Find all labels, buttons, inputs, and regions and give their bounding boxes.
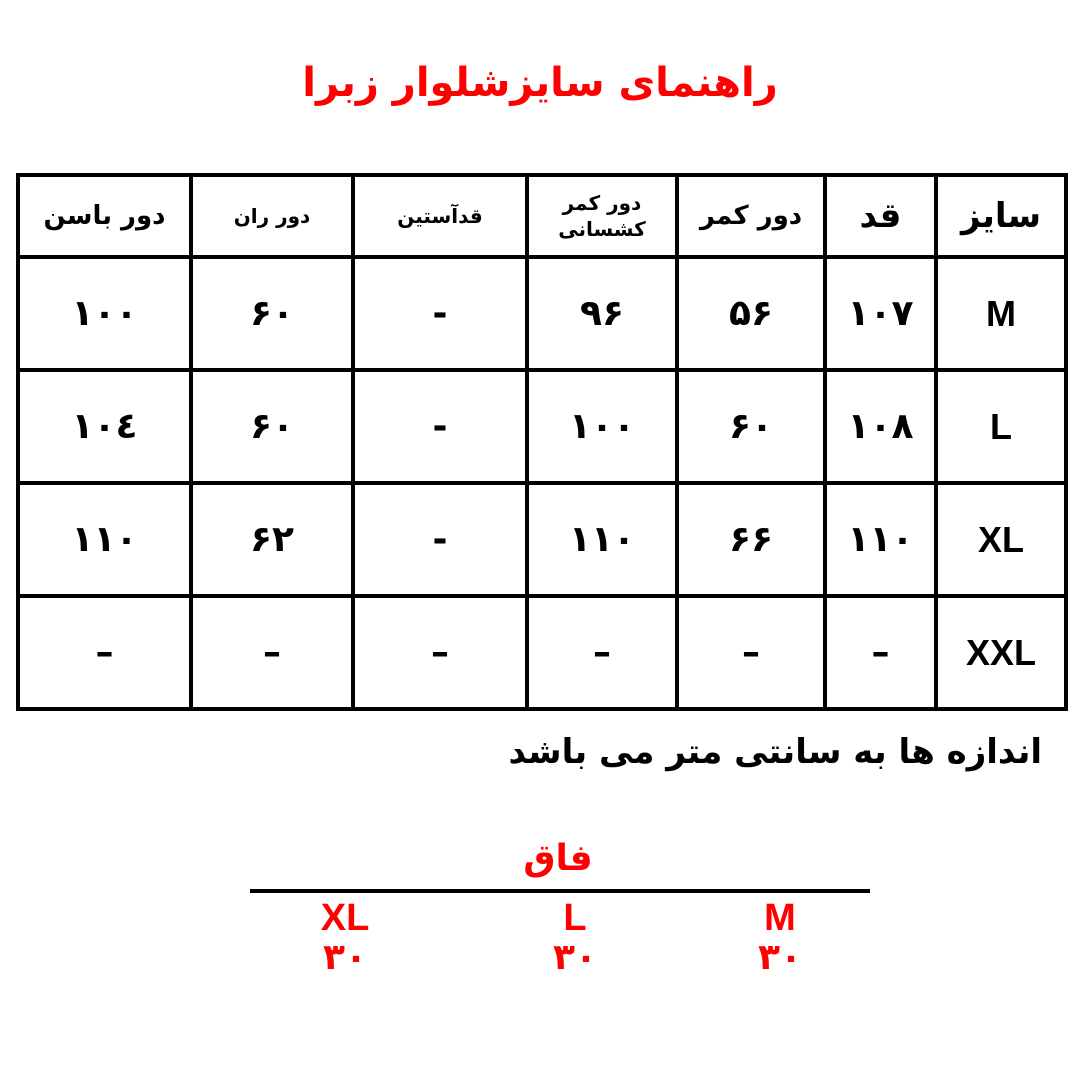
cell-size: XL	[936, 483, 1066, 596]
cell-sleeve-length: –	[353, 596, 527, 709]
cell-thigh: ۶۲	[191, 483, 353, 596]
rise-title: فاق	[523, 838, 593, 879]
cell-height: ۱۱۰	[825, 483, 936, 596]
cell-stretch-waist: –	[527, 596, 677, 709]
header-waist: دور کمر	[677, 175, 825, 257]
cell-height: ۱۰۷	[825, 257, 936, 370]
rise-size-label: XL	[320, 897, 370, 939]
rise-size-label: L	[563, 897, 587, 939]
cell-size: M	[936, 257, 1066, 370]
table-row	[18, 483, 1066, 596]
cell-thigh: ۶۰	[191, 257, 353, 370]
cell-sleeve-length: -	[353, 257, 527, 370]
rise-item-m	[710, 898, 850, 978]
cell-sleeve-length: -	[353, 370, 527, 483]
cell-waist: ۵۶	[677, 257, 825, 370]
cell-hip: –	[18, 596, 191, 709]
cell-height: ۱۰۸	[825, 370, 936, 483]
rise-item-l	[505, 898, 645, 978]
cell-waist: ۶۶	[677, 483, 825, 596]
cell-waist: ۶۰	[677, 370, 825, 483]
table-row	[18, 257, 1066, 370]
units-note: اندازه ها به سانتی متر می باشد	[508, 732, 1042, 772]
cell-size: XXL	[936, 596, 1066, 709]
cell-waist: –	[677, 596, 825, 709]
cell-height: –	[825, 596, 936, 709]
page-title: راهنمای سایزشلوار زبرا	[302, 60, 778, 106]
header-size: سایز	[936, 175, 1066, 257]
rise-value: ۳۰	[553, 937, 597, 978]
cell-hip: ۱۱۰	[18, 483, 191, 596]
cell-thigh: ۶۰	[191, 370, 353, 483]
rise-value: ۳۰	[758, 937, 802, 978]
table-header-row	[18, 175, 1066, 257]
cell-size: L	[936, 370, 1066, 483]
table-row	[18, 596, 1066, 709]
cell-thigh: –	[191, 596, 353, 709]
rise-size-label: M	[764, 897, 796, 939]
cell-stretch-waist: ۱۱۰	[527, 483, 677, 596]
cell-stretch-waist: ۹۶	[527, 257, 677, 370]
cell-stretch-waist: ۱۰۰	[527, 370, 677, 483]
size-chart-table	[16, 173, 1068, 711]
table-row	[18, 370, 1066, 483]
cell-hip: ۱۰۰	[18, 257, 191, 370]
header-hip: دور باسن	[18, 175, 191, 257]
cell-sleeve-length: -	[353, 483, 527, 596]
header-height: قد	[825, 175, 936, 257]
header-thigh: دور ران	[191, 175, 353, 257]
cell-hip: ۱۰٤	[18, 370, 191, 483]
rise-value: ۳۰	[323, 937, 367, 978]
header-sleeve-length: قدآستین	[353, 175, 527, 257]
rise-item-xl	[275, 898, 415, 978]
divider-line	[250, 889, 870, 893]
header-stretch-waist: دور کمر کشسانی	[527, 175, 677, 257]
